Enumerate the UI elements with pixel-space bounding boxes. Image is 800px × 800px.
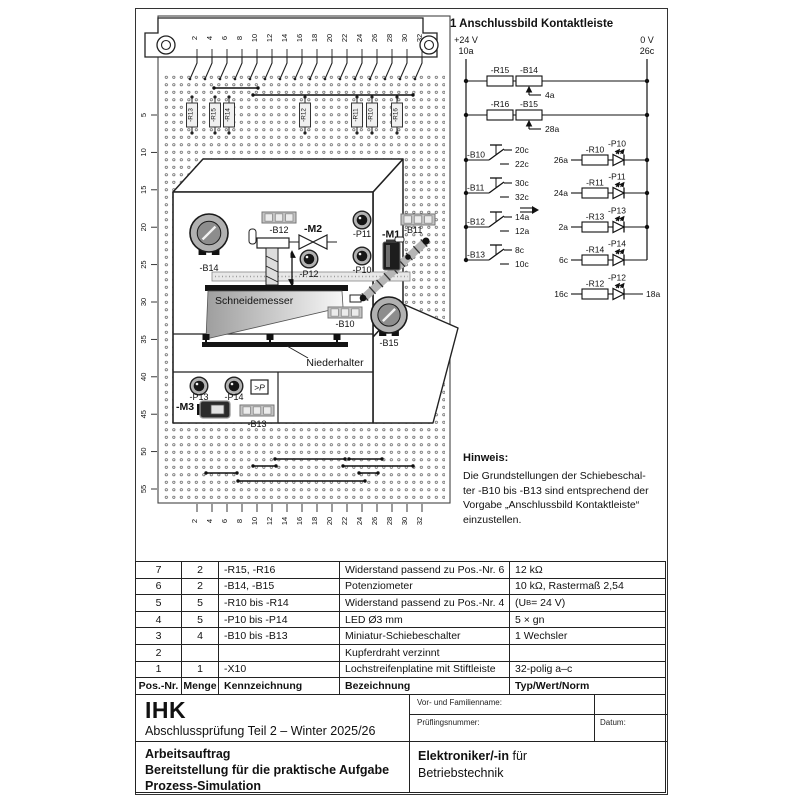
pin-number-bottom: 32 — [415, 516, 424, 526]
b14-label: -B14 — [199, 263, 219, 273]
pin-number-top: 20 — [325, 33, 334, 43]
table-cell: Widerstand passend zu Pos.-Nr. 6 — [340, 562, 510, 579]
board-resistor-label: -R15 — [210, 108, 218, 122]
motor-m1-icon — [383, 240, 400, 271]
pin-number-bottom: 30 — [400, 516, 409, 526]
pin-number-top: 4 — [205, 35, 214, 41]
task-description — [145, 746, 389, 794]
slide-switch-b10-icon — [328, 307, 362, 318]
parts-table — [135, 561, 666, 696]
led-diode-icon — [613, 222, 624, 233]
circuit-led-row — [559, 239, 647, 266]
circuit-resistor-label: -R15 — [490, 65, 510, 75]
rail-right-voltage: 0 V — [640, 35, 654, 45]
board-resistor-label: -R16 — [392, 108, 400, 122]
table-cell: 5 — [182, 612, 219, 629]
circuit-tap-pin: 28a — [545, 124, 560, 134]
pin-number-top: 16 — [295, 33, 304, 43]
led-diode-icon — [613, 188, 624, 199]
led-diode-icon — [613, 289, 624, 300]
profession — [418, 748, 527, 782]
led-p10-icon — [353, 247, 371, 265]
circuit-led-from-pin: 6c — [559, 255, 568, 265]
titleblock-divider-v — [409, 695, 410, 792]
pin-number-bottom: 26 — [370, 516, 379, 526]
knife-label: Schneidemesser — [215, 295, 294, 307]
pin-number-bottom: 18 — [310, 516, 319, 526]
circuit-led-row — [554, 273, 660, 300]
hinweis-line: ter -B10 bis -B13 sind entsprechend der — [463, 484, 649, 497]
table-cell: 4 — [182, 628, 219, 645]
lifter-cylinder-icon — [249, 229, 256, 244]
table-cell: Miniatur-Schiebeschalter — [340, 628, 510, 645]
table-cell: -P10 bis -P14 — [219, 612, 340, 629]
pin-number-top: 8 — [235, 35, 244, 41]
table-cell: 1 — [136, 662, 182, 679]
b13-label: -B13 — [247, 419, 267, 429]
circuit-led-from-pin: 24a — [553, 188, 568, 198]
table-cell: -B10 bis -B13 — [219, 628, 340, 645]
b11-label: -B11 — [404, 225, 423, 235]
pin-number-bottom: 8 — [235, 518, 244, 524]
circuit-led-row — [554, 139, 649, 166]
led-diode-icon — [613, 155, 624, 166]
board-resistor-label: -R12 — [300, 108, 308, 122]
circuit-switch-row — [464, 245, 530, 269]
connector-screw-left — [157, 36, 175, 54]
circuit-led-label: -P10 — [608, 138, 626, 149]
slide-switch-b13-icon — [240, 405, 274, 416]
pin-number-top: 18 — [310, 33, 319, 43]
pin-number-top: 24 — [355, 33, 364, 43]
pin-number-bottom: 10 — [250, 516, 259, 526]
table-cell: -X10 — [219, 662, 340, 679]
holder-foot — [334, 334, 341, 340]
task-line2: Bereitstellung für die praktische Aufgabe — [145, 763, 390, 777]
rail-right-pin: 26c — [639, 46, 655, 56]
rail-left-voltage: +24 V — [454, 35, 478, 45]
pressure-switch-symbol: >P — [254, 382, 265, 393]
table-cell: LED Ø3 mm — [340, 612, 510, 629]
board-resistor-label: -R11 — [352, 108, 360, 122]
slide-switch-b12-icon — [262, 212, 296, 223]
row-number: 5 — [139, 112, 148, 118]
hinweis-line: einzustellen. — [463, 513, 522, 526]
hinweis-title: Hinweis: — [463, 452, 509, 464]
circuit-switch-row — [464, 145, 530, 169]
p11-label: -P11 — [352, 229, 372, 239]
circuit-led-from-pin: 26a — [553, 155, 568, 165]
table-cell: 5 × gn — [510, 612, 665, 629]
circuit-led-from-pin: 16c — [554, 289, 568, 299]
exam-title: Abschlussprüfung Teil 2 – Winter 2025/26 — [145, 724, 376, 738]
task-title: Arbeitsauftrag — [145, 747, 231, 761]
pin-number-bottom: 20 — [325, 516, 334, 526]
pin-number-bottom: 22 — [340, 516, 349, 526]
titleblock-divider-h2 — [136, 741, 667, 742]
b15-label: -B15 — [379, 338, 399, 348]
pin-number-top: 12 — [265, 33, 274, 43]
table-cell — [182, 645, 219, 662]
circuit-title: 1 Anschlussbild Kontaktleiste — [450, 18, 614, 30]
board-pin-numbers-bottom — [190, 504, 424, 525]
pin-number-top: 2 — [190, 35, 199, 41]
holder-label: Niederhalter — [306, 357, 364, 369]
circuit-led-label: -P14 — [608, 238, 626, 249]
pin-number-bottom: 12 — [265, 516, 274, 526]
table-cell: 4 — [136, 612, 182, 629]
b10-label: -B10 — [335, 319, 355, 329]
pin-number-top: 14 — [280, 33, 289, 43]
circuit-tap-pin: 4a — [545, 90, 555, 100]
table-cell: 2 — [182, 579, 219, 596]
row-number: 45 — [139, 410, 148, 419]
row-number: 50 — [139, 447, 148, 456]
name-field-label: Vor- und Familienname: — [417, 698, 502, 707]
circuit-led-label: -P13 — [608, 205, 626, 216]
pin-number-bottom: 6 — [220, 518, 229, 524]
pin-connector-strip — [145, 18, 438, 57]
row-number: 40 — [139, 372, 148, 381]
row-number: 35 — [139, 335, 148, 344]
org-logo-text: IHK — [145, 697, 187, 723]
circuit-pot-row — [464, 99, 649, 134]
pin-number-bottom: 4 — [205, 518, 214, 524]
table-cell: Lochstreifenplatine mit Stiftleiste — [340, 662, 510, 679]
pin-number-top: 28 — [385, 33, 394, 43]
b12-label: -B12 — [269, 225, 289, 235]
m3-label: -M3 — [175, 401, 195, 413]
table-cell: -R15, -R16 — [219, 562, 340, 579]
profession-rest: für — [509, 749, 528, 763]
board-row-labels — [139, 113, 157, 493]
circuit-switch-row — [464, 178, 530, 202]
board-resistor-label: -R10 — [367, 108, 375, 122]
circuit-switch-bottom-pin: 32c — [515, 192, 529, 202]
circuit-switch-row — [464, 206, 539, 236]
led-diode-icon — [613, 255, 624, 266]
table-cell: Widerstand passend zu Pos.-Nr. 4 — [340, 595, 510, 612]
actuated-arrow-icon — [532, 206, 539, 214]
circuit-switch-label: -B13 — [467, 249, 485, 260]
table-header-cell: Typ/Wert/Norm — [515, 680, 590, 693]
circuit-pot-label: -B14 — [520, 65, 538, 75]
pin-number-bottom: 2 — [190, 518, 199, 524]
pin-number-bottom: 28 — [385, 516, 394, 526]
circuit-led-row — [559, 206, 650, 233]
m2-label: -M2 — [303, 223, 323, 235]
profession-name: Elektroniker/-in — [418, 749, 509, 763]
circuit-switch-top-pin: 14a — [515, 212, 530, 222]
rail-left-pin: 10a — [458, 46, 474, 56]
pin-number-top: 30 — [400, 33, 409, 43]
circuit-switch-bottom-pin: 10c — [515, 259, 529, 269]
table-cell: Kupferdraht verzinnt — [340, 645, 510, 662]
table-cell: 10 kΩ, Rastermaß 2,54 — [510, 579, 665, 596]
holder-foot — [203, 334, 210, 340]
circuit-resistor-label: -R10 — [585, 144, 605, 155]
circuit-led-label: -P12 — [608, 272, 626, 283]
date-field-label: Datum: — [600, 718, 626, 727]
slide-switch-b11-icon — [401, 214, 435, 225]
titleblock-divider-v2 — [594, 695, 595, 741]
hinweis-line: Die Grundstellungen der Schiebeschal- — [463, 470, 646, 482]
p12-label: -P12 — [299, 269, 319, 279]
hinweis-line: Vorgabe „Anschlussbild Kontaktleiste“ — [463, 499, 640, 511]
table-cell: 7 — [136, 562, 182, 579]
circuit-led-row — [554, 172, 649, 199]
circuit-pot-row — [464, 65, 649, 100]
circuit-led-to-pin: 18a — [646, 289, 661, 299]
device-top-face — [173, 159, 403, 192]
examinee-number-label: Prüflingsnummer: — [417, 718, 480, 727]
circuit-led-from-pin: 2a — [558, 222, 568, 232]
table-cell: -B14, -B15 — [219, 579, 340, 596]
pin-number-top: 6 — [220, 35, 229, 41]
table-cell: 3 — [136, 628, 182, 645]
circuit-resistor-label: -R14 — [585, 244, 605, 255]
table-cell: (U B = 24 V) — [510, 595, 665, 612]
pin-number-bottom: 16 — [295, 516, 304, 526]
board-resistor-label: -R13 — [187, 108, 195, 122]
row-number: 15 — [139, 185, 148, 194]
table-cell: 2 — [136, 645, 182, 662]
row-number: 30 — [139, 297, 148, 307]
circuit-led-label: -P11 — [608, 171, 626, 182]
row-number: 10 — [139, 148, 148, 157]
pin-number-bottom: 24 — [355, 516, 364, 526]
table-cell: 5 — [182, 595, 219, 612]
row-number: 55 — [139, 484, 148, 494]
profession-line2: Betriebstechnik — [418, 766, 504, 780]
pin-number-bottom: 14 — [280, 516, 289, 526]
table-cell: 1 — [182, 662, 219, 679]
table-cell: 32-polig a–c — [510, 662, 665, 679]
circuit-resistor-label: -R13 — [585, 211, 605, 222]
task-line3: Prozess-Simulation — [145, 779, 261, 793]
table-cell — [219, 645, 340, 662]
title-block — [135, 694, 666, 793]
circuit-rows — [464, 65, 661, 300]
circuit-pot-label: -B15 — [520, 99, 538, 109]
circuit-switch-label: -B10 — [467, 149, 485, 160]
pin-number-top: 22 — [340, 33, 349, 43]
row-number: 20 — [139, 223, 148, 232]
p13-label: -P13 — [189, 392, 209, 402]
pin-number-top: 10 — [250, 33, 259, 43]
table-cell: 1 Wechsler — [510, 628, 665, 645]
p10-label: -P10 — [352, 265, 372, 275]
p14-label: -P14 — [224, 392, 244, 402]
table-cell: 12 kΩ — [510, 562, 665, 579]
circuit-switch-label: -B12 — [467, 216, 485, 227]
table-header-cell: Kennzeichnung — [219, 678, 340, 695]
table-header-cell: Bezeichnung — [340, 678, 510, 695]
board-resistor-label: -R14 — [224, 108, 232, 122]
led-p11-icon — [353, 211, 371, 229]
circuit-resistor-label: -R16 — [490, 99, 510, 109]
circuit-resistor-label: -R11 — [586, 177, 604, 188]
table-cell — [510, 645, 665, 662]
hinweis-text — [463, 469, 667, 527]
table-header-cell: Menge — [182, 678, 219, 695]
holder-foot — [267, 334, 274, 340]
circuit-switch-top-pin: 30c — [515, 178, 529, 188]
circuit-switch-bottom-pin: 12a — [515, 226, 530, 236]
table-cell: 6 — [136, 579, 182, 596]
hinweis-note — [463, 452, 667, 527]
circuit-switch-label: -B11 — [467, 182, 485, 193]
table-header-cell: Pos.-Nr. — [136, 678, 182, 695]
circuit-resistor-label: -R12 — [585, 278, 605, 289]
row-number: 25 — [139, 260, 148, 269]
titleblock-divider-h1 — [409, 714, 667, 715]
motor-m3-icon — [197, 401, 230, 418]
circuit-switch-bottom-pin: 22c — [515, 159, 529, 169]
table-cell: -R10 bis -R14 — [219, 595, 340, 612]
pin-number-top: 32 — [415, 33, 424, 43]
circuit-switch-top-pin: 8c — [515, 245, 524, 255]
table-cell: 2 — [182, 562, 219, 579]
circuit-switch-top-pin: 20c — [515, 145, 529, 155]
m1-label: -M1 — [381, 228, 401, 241]
led-p12-icon — [300, 250, 318, 268]
pin-number-top: 26 — [370, 33, 379, 43]
table-cell: 5 — [136, 595, 182, 612]
table-cell: Potenziometer — [340, 579, 510, 596]
